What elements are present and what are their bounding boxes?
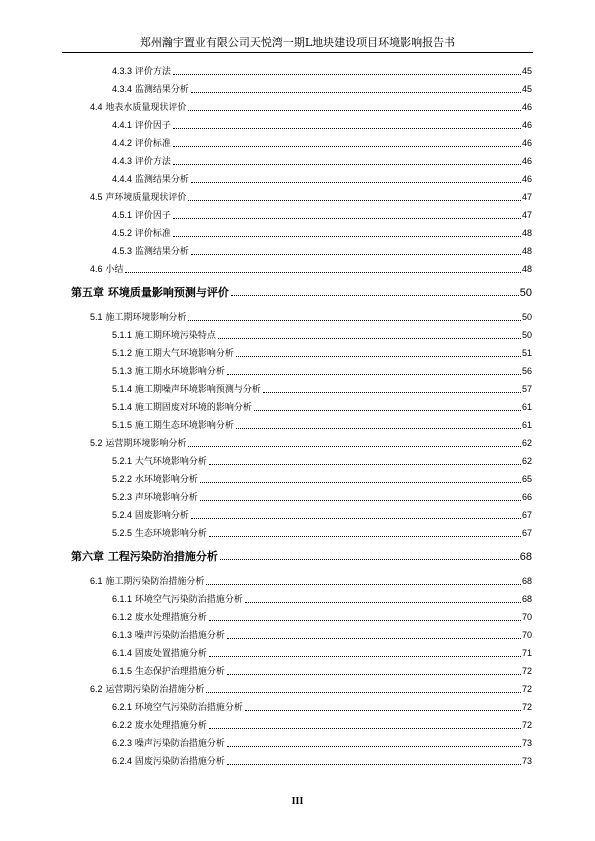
toc-dot-leader [188, 446, 521, 447]
toc-entry-label [90, 576, 205, 588]
toc-entry[interactable] [90, 438, 532, 450]
toc-page-number: 61 [521, 402, 532, 412]
toc-dot-leader [245, 602, 521, 603]
toc-page-number: 46 [521, 156, 532, 166]
toc-entry-title: 施工期生态环境影响分析 [132, 421, 234, 431]
toc-entry[interactable] [112, 84, 532, 96]
toc-entry-number: 6.2.4 [112, 756, 133, 766]
toc-entry-title: 监测结果分析 [132, 85, 189, 95]
toc-dot-leader [231, 295, 519, 296]
toc-entry-label [112, 594, 244, 606]
toc-page-number: 72 [521, 666, 532, 676]
toc-entry-label [112, 228, 172, 240]
toc-entry-label [90, 312, 187, 324]
toc-entry-label [112, 666, 226, 678]
toc-entry-title: 施工期水环境影响分析 [132, 367, 225, 377]
toc-page-number: 51 [521, 348, 532, 358]
toc-entry-label [112, 84, 190, 96]
toc-entry-number: 4.5 [90, 192, 103, 202]
toc-entry-number: 6.2.3 [112, 738, 133, 748]
toc-entry-label [112, 66, 172, 78]
toc-page-number: 47 [521, 192, 532, 202]
toc-entry-title: 施工期环境污染特点 [132, 331, 216, 341]
toc-page-number: 73 [521, 738, 532, 748]
toc-page-number: 47 [521, 210, 532, 220]
toc-page-number: 70 [521, 630, 532, 640]
toc-entry-number: 5.1.1 [112, 330, 133, 340]
toc-dot-leader [188, 320, 521, 321]
toc-entry-number: 6.2.2 [112, 720, 133, 730]
toc-page-number: 67 [521, 510, 532, 520]
toc-entry[interactable] [90, 684, 532, 696]
toc-page-number: 46 [521, 102, 532, 112]
toc-page-number: 50 [521, 312, 532, 322]
toc-entry[interactable] [112, 138, 532, 150]
toc-dot-leader [220, 559, 519, 560]
toc-dot-leader [227, 764, 521, 765]
toc-entry[interactable] [112, 348, 532, 360]
toc-dot-leader [206, 584, 521, 585]
toc-entry-label [112, 474, 199, 486]
toc-dot-leader [173, 164, 521, 165]
toc-entry-number: 6.1.4 [112, 648, 133, 658]
toc-entry-number: 4.6 [90, 264, 103, 274]
toc-entry-number: 5.1.2 [112, 348, 133, 358]
toc-entry-title: 运营期污染防治措施分析 [102, 685, 205, 695]
toc-chapter-entry[interactable] [71, 550, 532, 564]
toc-dot-leader [263, 392, 521, 393]
toc-dot-leader [200, 500, 521, 501]
toc-dot-leader [227, 674, 521, 675]
toc-entry[interactable] [112, 120, 532, 132]
toc-page-number: 73 [521, 756, 532, 766]
toc-entry-number: 6.1.1 [112, 594, 133, 604]
toc-entry-number: 5.2.3 [112, 492, 133, 502]
toc-dot-leader [209, 536, 521, 537]
toc-entry-title: 评价标准 [132, 229, 171, 239]
toc-entry-title: 环境空气污染防治措施分析 [132, 703, 243, 713]
toc-page-number: 56 [521, 366, 532, 376]
toc-dot-leader [209, 656, 521, 657]
toc-entry[interactable] [112, 528, 532, 540]
toc-dot-leader [191, 254, 521, 255]
toc-page-number: 50 [521, 330, 532, 340]
toc-entry-label [90, 438, 187, 450]
toc-entry[interactable] [112, 612, 532, 624]
toc-entry-title: 固废影响分析 [132, 511, 189, 521]
toc-entry-label [112, 702, 244, 714]
toc-entry-label [112, 720, 208, 732]
toc-entry[interactable] [112, 366, 532, 378]
toc-entry-title: 评价标准 [132, 139, 171, 149]
toc-entry-label [112, 528, 208, 540]
toc-entry-label [112, 456, 208, 468]
toc-entry[interactable] [112, 630, 532, 642]
toc-entry-number: 6.2.1 [112, 702, 133, 712]
toc-page-number: 46 [521, 120, 532, 130]
toc-page-number: 62 [521, 438, 532, 448]
toc-entry-number: 4.5.3 [112, 246, 133, 256]
toc-entry-title: 评价因子 [132, 121, 171, 131]
toc-entry-label [112, 510, 190, 522]
toc-entry[interactable] [112, 720, 532, 732]
toc-page-number: 45 [521, 84, 532, 94]
toc-entry-title: 废水处理措施分析 [132, 613, 207, 623]
toc-dot-leader [191, 518, 521, 519]
toc-entry-number: 6.1.2 [112, 612, 133, 622]
toc-page-number: 62 [521, 456, 532, 466]
toc-entry-label [112, 246, 190, 258]
toc-entry[interactable] [112, 384, 532, 396]
toc-entry-label [112, 402, 253, 414]
toc-dot-leader [209, 620, 521, 621]
page-number: III [291, 796, 304, 807]
toc-page-number: 66 [521, 492, 532, 502]
toc-entry-title: 评价方法 [132, 67, 171, 77]
toc-page-number: 71 [521, 648, 532, 658]
toc-dot-leader [209, 464, 521, 465]
toc-page-number: 50 [519, 287, 532, 299]
toc-entry[interactable] [112, 210, 532, 222]
toc-page-number: 68 [521, 576, 532, 586]
toc-entry-number: 5.2.4 [112, 510, 133, 520]
toc-entry-title: 固废污染防治措施分析 [132, 757, 225, 767]
toc-entry[interactable] [112, 66, 532, 78]
toc-entry-label [112, 366, 226, 378]
toc-entry-label [112, 756, 226, 768]
toc-dot-leader [236, 356, 521, 357]
toc-entry-number: 4.4.1 [112, 120, 133, 130]
toc-entry-label [71, 286, 230, 299]
toc-entry-label [112, 384, 262, 396]
toc-entry-title: 生态保护治理措施分析 [132, 667, 225, 677]
toc-dot-leader [188, 110, 521, 111]
toc-entry-label [112, 138, 172, 150]
toc-entry-label [112, 492, 199, 504]
toc-entry-number: 5.1.3 [112, 366, 133, 376]
toc-entry-label [112, 612, 208, 624]
toc-entry-label [112, 330, 217, 342]
toc-entry-title: 施工期环境影响分析 [102, 313, 187, 323]
toc-entry-number: 4.3.3 [112, 66, 133, 76]
toc-entry-label [90, 192, 187, 204]
toc-entry[interactable] [112, 174, 532, 186]
toc-entry[interactable] [112, 156, 532, 168]
toc-dot-leader [125, 272, 521, 273]
toc-entry-number: 5.2.2 [112, 474, 133, 484]
toc-dot-leader [173, 218, 521, 219]
toc-dot-leader [191, 92, 521, 93]
toc-entry[interactable] [112, 420, 532, 432]
toc-page-number: 65 [521, 474, 532, 484]
toc-entry-label [90, 684, 205, 696]
toc-entry[interactable] [112, 492, 532, 504]
toc-entry-number: 4.4.2 [112, 138, 133, 148]
toc-dot-leader [227, 638, 521, 639]
toc-entry-title: 第五章 环境质量影响预测与评价 [71, 286, 229, 299]
toc-entry[interactable] [112, 666, 532, 678]
toc-dot-leader [218, 338, 521, 339]
toc-entry[interactable] [90, 102, 532, 114]
toc-entry-number: 5.1.4 [112, 402, 133, 412]
toc-entry-title: 运营期环境影响分析 [102, 439, 187, 449]
toc-entry-number: 4.4.3 [112, 156, 133, 166]
toc-entry[interactable] [112, 648, 532, 660]
toc-entry-title: 固废处置措施分析 [132, 649, 207, 659]
toc-entry-number: 4.3.4 [112, 84, 133, 94]
toc-dot-leader [173, 74, 521, 75]
toc-page-number: 67 [521, 528, 532, 538]
toc-entry[interactable] [90, 312, 532, 324]
toc-entry-number: 6.1 [90, 576, 103, 586]
toc-page-number: 45 [521, 66, 532, 76]
toc-page-number: 70 [521, 612, 532, 622]
toc-entry-title: 监测结果分析 [132, 175, 189, 185]
toc-dot-leader [227, 746, 521, 747]
toc-page-number: 48 [521, 264, 532, 274]
toc-entry-number: 4.4 [90, 102, 103, 112]
toc-entry-number: 6.2 [90, 684, 103, 694]
toc-entry[interactable] [112, 456, 532, 468]
toc-entry[interactable] [90, 192, 532, 204]
toc-entry[interactable] [112, 594, 532, 606]
toc-entry[interactable] [112, 756, 532, 768]
toc-entry-number: 4.5.2 [112, 228, 133, 238]
toc-entry[interactable] [112, 738, 532, 750]
toc-page-number: 72 [521, 720, 532, 730]
toc-dot-leader [254, 410, 521, 411]
toc-entry-label [112, 738, 226, 750]
toc-page-number: 46 [521, 174, 532, 184]
toc-chapter-entry[interactable] [71, 286, 532, 300]
toc-entry-title: 评价方法 [132, 157, 171, 167]
toc-entry-title: 噪声污染防治措施分析 [132, 631, 225, 641]
toc-dot-leader [188, 200, 521, 201]
toc-dot-leader [209, 728, 521, 729]
toc-entry[interactable] [112, 330, 532, 342]
toc-entry-label [112, 120, 172, 132]
toc-entry[interactable] [112, 246, 532, 258]
toc-entry-number: 5.2.1 [112, 456, 133, 466]
toc-page-number: 57 [521, 384, 532, 394]
toc-entry-title: 生态环境影响分析 [132, 529, 207, 539]
toc-entry-title: 噪声污染防治措施分析 [132, 739, 225, 749]
toc-entry-number: 6.1.3 [112, 630, 133, 640]
toc-entry-label [112, 420, 235, 432]
toc-dot-leader [245, 710, 521, 711]
toc-entry[interactable] [112, 702, 532, 714]
toc-entry-label [90, 264, 124, 276]
toc-entry-number: 5.1 [90, 312, 103, 322]
toc-page-number: 46 [521, 138, 532, 148]
toc-entry-title: 小结 [102, 265, 124, 275]
toc-page-number: 68 [521, 594, 532, 604]
toc-entry-title: 大气环境影响分析 [132, 457, 207, 467]
toc-entry[interactable] [112, 474, 532, 486]
toc-entry-title: 评价因子 [132, 211, 171, 221]
toc-entry-number: 5.1.5 [112, 420, 133, 430]
toc-dot-leader [206, 692, 521, 693]
toc-entry-label [112, 630, 226, 642]
toc-entry-title: 监测结果分析 [132, 247, 189, 257]
toc-entry-title: 废水处理措施分析 [132, 721, 207, 731]
toc-dot-leader [236, 428, 521, 429]
toc-page-number: 72 [521, 702, 532, 712]
toc-entry-label [112, 210, 172, 222]
toc-page-number: 48 [521, 228, 532, 238]
toc-dot-leader [173, 146, 521, 147]
running-header: 郑州瀚宇置业有限公司天悦湾一期L地块建设项目环境影响报告书 [62, 36, 533, 53]
toc-entry-number: 5.1.4 [112, 384, 133, 394]
toc-entry-label [112, 174, 190, 186]
toc-dot-leader [200, 482, 521, 483]
toc-entry-title: 第六章 工程污染防治措施分析 [71, 550, 218, 563]
toc-entry-title: 施工期噪声环境影响预测与分析 [132, 385, 261, 395]
toc-entry-label [90, 102, 187, 114]
toc-entry-title: 施工期大气环境影响分析 [132, 349, 234, 359]
toc-entry[interactable] [112, 228, 532, 240]
toc-page-number: 48 [521, 246, 532, 256]
toc-entry-title: 声环境影响分析 [132, 493, 198, 503]
toc-entry-title: 地表水质量现状评价 [102, 103, 187, 113]
toc-entry-number: 5.2.5 [112, 528, 133, 538]
toc-entry-title: 施工期污染防治措施分析 [102, 577, 205, 587]
toc-entry-label [71, 550, 219, 563]
toc-entry-label [112, 156, 172, 168]
toc-entry-label [112, 348, 235, 360]
toc-dot-leader [173, 128, 521, 129]
toc-entry-label [112, 648, 208, 660]
toc-entry-title: 声环境质量现状评价 [102, 193, 187, 203]
toc-entry-title: 施工期固废对环境的影响分析 [132, 403, 252, 413]
toc-page-number: 72 [521, 684, 532, 694]
toc-dot-leader [227, 374, 521, 375]
toc-entry-title: 环境空气污染防治措施分析 [132, 595, 243, 605]
toc-entry-number: 4.4.4 [112, 174, 133, 184]
toc-entry[interactable] [90, 264, 532, 276]
toc-entry[interactable] [112, 510, 532, 522]
toc-entry-number: 4.5.1 [112, 210, 133, 220]
toc-dot-leader [191, 182, 521, 183]
toc-entry-number: 5.2 [90, 438, 103, 448]
toc-entry-title: 水环境影响分析 [132, 475, 198, 485]
toc-page-number: 68 [519, 551, 532, 563]
toc-dot-leader [173, 236, 521, 237]
toc-page-number: 61 [521, 420, 532, 430]
toc-entry-number: 6.1.5 [112, 666, 133, 676]
toc-entry[interactable] [112, 402, 532, 414]
toc-entry[interactable] [90, 576, 532, 588]
